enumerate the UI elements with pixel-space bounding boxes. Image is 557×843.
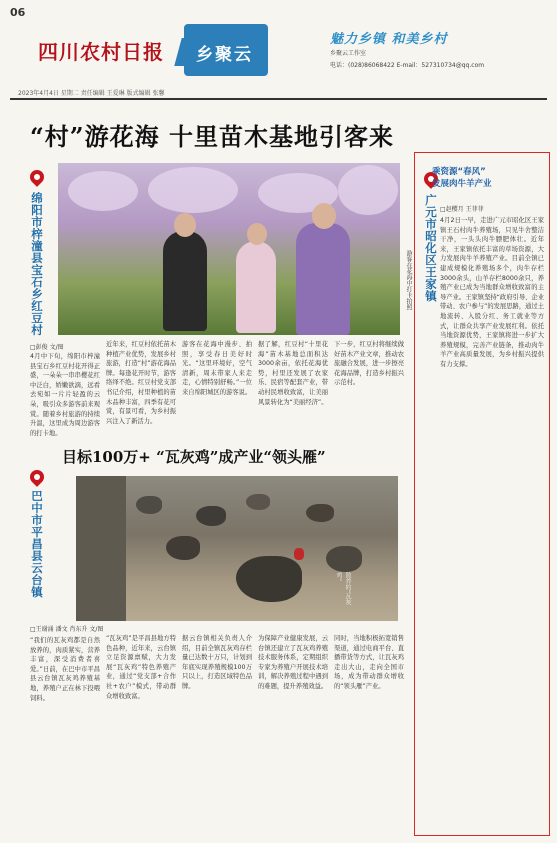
story2-credit: □王谢涌 潘文 肖东升 文/图	[30, 626, 104, 633]
story1-credit: □彭俊 文/图	[30, 344, 64, 351]
blossom-cluster	[338, 165, 398, 215]
section-brand: 乡聚云	[196, 45, 253, 65]
location-pin-icon	[27, 467, 47, 487]
story2-location: 巴中市平昌县云台镇	[30, 490, 44, 598]
story2-column: “我们的瓦灰鸡都是自然放养的，肉质紧实，营养丰富，深受消费者喜爱。”日前，在巴中市平昌县云台镇瓦灰鸡养殖基地，养殖户正在林下投喂饲料。	[30, 637, 100, 702]
story2-column: “瓦灰鸡”是平昌县地方特色品种，近年来，云台镇立足资源禀赋，大力发展“瓦灰鸡”特色养殖产业，通过“党支部+合作社+农户”模式，带动群众增收致富。	[106, 635, 176, 700]
person-figure	[163, 231, 207, 331]
person-head	[312, 203, 336, 229]
story1-column: 游客在花海中漫步、拍照，享受春日美好时光。“这里环境好，空气清新，周末带家人来走走，心情特别舒畅。”一位来自绵阳城区的游客说。	[182, 341, 252, 396]
story1-column: 4月中下旬，绵阳市梓潼县宝石乡红豆村花开得正盛，一朵朵一串串樱花红中泛白，娇嫩欲滴，远看去宛如一片片轻盈的云朵，吸引众多游客前来观赏。随着乡村旅游的持续升温，这里成为周边游客的打卡地。	[30, 353, 100, 437]
person-figure	[296, 223, 350, 335]
main-headline: “村”游花海 十里苗木基地引客来	[30, 122, 394, 151]
chicken	[306, 504, 334, 522]
workstation-label: 乡聚云工作室	[330, 50, 367, 57]
story1-location: 绵阳市梓潼县宝石乡红豆村	[30, 192, 44, 336]
masthead-rule	[10, 98, 547, 100]
story1-column: 近年来，红豆村依托苗木种植产业优势，发展乡村旅游，打造“村”游花海品牌。每逢花开时节，游客络绎不绝。红豆村党支部书记介绍，村里种植的苗木品种丰富，四季有花可赏，有景可看，为乡村振兴注入了新活力。	[106, 341, 176, 425]
person-figure	[236, 241, 276, 333]
section-slogan: 魅力乡镇 和美乡村	[330, 32, 448, 47]
location-pin-icon	[27, 167, 47, 187]
sidebar-headline-line2: 发展肉牛羊产业	[432, 179, 492, 189]
chicken	[236, 556, 302, 602]
blossom-cluster	[148, 167, 238, 213]
tree-trunk	[76, 476, 126, 621]
story1-column: 据了解，红豆村“十里花海”苗木基地总面积达3000余亩，依托花海优势，村里还发展了农家乐、民宿等配套产业，带动村民增收致富，让美丽风景转化为“美丽经济”。	[258, 341, 328, 406]
story1-photo	[58, 163, 400, 335]
blossom-cluster	[68, 171, 138, 211]
story1-photo-caption: 游客在花海中打卡拍照	[405, 250, 412, 310]
chicken-comb	[294, 548, 304, 560]
story2-headline: 目标100万+ “瓦灰鸡”成产业“领头雁”	[62, 448, 326, 466]
dateline: 2023年4月4日 星期二 责任编辑 王爱琳 版式编辑 张馨	[18, 90, 165, 97]
chicken	[326, 546, 362, 572]
person-head	[247, 223, 267, 245]
sidebar-headline	[432, 166, 492, 190]
chicken	[136, 496, 162, 514]
story2-column: 为保障产业健康发展，云台镇还建立了瓦灰鸡养殖技术服务体系，定期组织专家为养殖户开展技术培训，解决养殖过程中遇到的难题，提升养殖效益。	[258, 635, 328, 690]
sidebar-text: 4月2日一早，走进广元市昭化区王家镇王石村肉牛养殖场，只见牛舍整洁干净，一头头肉牛膘肥体壮。近年来，王家镇依托丰富的草场资源，大力发展肉牛羊养殖产业。目前全镇已建成规模化养殖场多个，肉牛存栏3000余头，山羊存栏8000余只，养殖产业已成为当地群众增收致富的主导产业。王家镇坚持“政府引导、企业带动、农户参与”的发展思路，通过土地流转、入股分红、务工就业等方式，让群众共享产业发展红利。依托当地资源优势，王家镇将进一步扩大养殖规模，完善产业链条，推动肉牛羊产业高质量发展，为乡村振兴提供有力支撑。	[440, 217, 544, 368]
person-head	[174, 213, 196, 237]
page-number: 06	[10, 6, 26, 19]
story1-column: 下一步，红豆村将继续做好苗木产业文章，推动农旅融合发展，进一步擦亮花海品牌，打造乡村振兴示范村。	[334, 341, 404, 387]
sidebar-headline-line1: 乘资源“春风”	[432, 167, 486, 177]
chicken	[246, 494, 270, 510]
sidebar-credit: □赵樱月 王菲菲	[440, 206, 484, 213]
chicken	[196, 506, 226, 526]
story2-column: 同时，当地积极拓宽销售渠道，通过电商平台、直播带货等方式，让瓦灰鸡走出大山，走向全国市场，成为带动群众增收的“领头雁”产业。	[334, 635, 404, 690]
contact-info: 电话：(028)86068422 E-mail：527310734@qq.com	[330, 62, 485, 69]
story2-photo-caption: 散养的“瓦灰鸡”	[335, 572, 351, 606]
sidebar-location: 广元市昭化区王家镇	[424, 194, 438, 302]
story2-column: 据云台镇相关负责人介绍，目前全镇瓦灰鸡存栏量已达数十万只，计划到年底实现养殖规模100万只以上，打造区域特色品牌。	[182, 635, 252, 690]
paper-logo: 四川农村日报	[38, 40, 164, 64]
chicken	[166, 536, 200, 560]
